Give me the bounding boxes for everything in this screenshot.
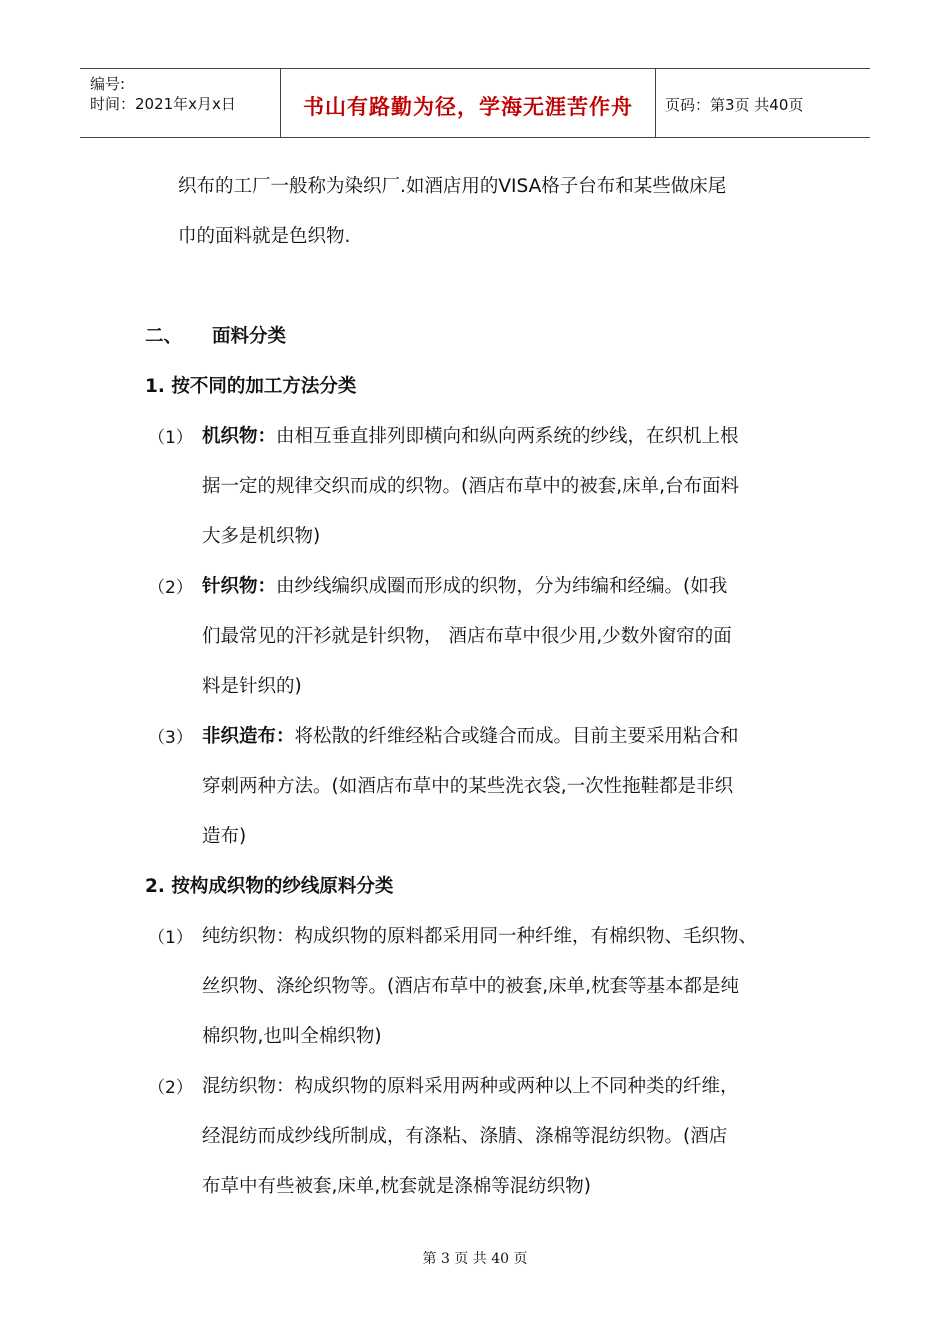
list-item-line [202,572,727,598]
list-item-line [202,722,739,748]
list-item-line: 料是针织的) [202,676,302,697]
header-motto-cell [280,69,656,137]
motto: 书山有路勤为径，学海无涯苦作舟 [303,95,633,119]
list-item-line: 纯纺织物：构成织物的原料都采用同一种纤维，有棉织物、毛织物、 [202,926,758,947]
item-number: （1） [148,428,193,448]
list-item-line: 大多是机织物) [202,526,321,547]
document-header [80,68,870,138]
definition-text: 由相互垂直排列即横向和纵向两系统的纱线，在织机上根 [276,426,739,447]
subsection-title: 2. 按构成织物的纱线原料分类 [145,876,394,897]
paragraph-line: 巾的面料就是色织物. [178,226,351,247]
term: 针织物： [202,576,277,597]
list-item-line: 经混纺而成纱线所制成，有涤粘、涤腈、涤棉等混纺织物。(酒店 [202,1126,728,1147]
list-item-line [202,422,739,448]
list-item-line: 穿刺两种方法。(如酒店布草中的某些洗衣袋,一次性拖鞋都是非织 [202,776,734,797]
term: 非织造布： [202,726,295,747]
list-item-line: 布草中有些被套,床单,枕套就是涤棉等混纺织物) [202,1176,591,1197]
subsection-title: 1. 按不同的加工方法分类 [145,376,357,397]
list-item-line: 造布) [202,826,247,847]
header-meta-cell [80,69,280,137]
list-item-line: 丝织物、涤纶织物等。(酒店布草中的被套,床单,枕套等基本都是纯 [202,976,739,997]
section-number: 二、 [145,326,183,347]
paragraph-line: 织布的工厂一般称为染织厂.如酒店用的VISA格子台布和某些做床尾 [178,176,727,197]
section-title: 面料分类 [212,326,287,347]
item-number: （2） [148,578,193,598]
item-number: （2） [148,1078,193,1098]
item-number: （1） [148,928,193,948]
list-item-line: 棉织物,也叫全棉织物) [202,1026,382,1047]
definition-text: 由纱线编织成圈而形成的织物，分为纬编和经编。(如我 [276,576,728,597]
list-item-line: 混纺织物：构成织物的原料采用两种或两种以上不同种类的纤维， [202,1076,739,1097]
term: 机织物： [202,426,277,447]
page-footer: 第 3 页 共 40 页 [422,1251,528,1267]
list-item-line: 据一定的规律交织而成的织物。(酒店布草中的被套,床单,台布面料 [202,476,739,497]
definition-text: 将松散的纤维经粘合或缝合而成。目前主要采用粘合和 [294,726,739,747]
date-label: 时间：2021年x月x日 [90,95,236,113]
code-label: 编号: [90,75,126,93]
list-item-line: 们最常见的汗衫就是针织物， 酒店布草中很少用,少数外窗帘的面 [202,626,732,647]
item-number: （3） [148,728,193,748]
page-info: 页码：第3页 共40页 [665,96,804,114]
header-page-cell [655,69,870,137]
